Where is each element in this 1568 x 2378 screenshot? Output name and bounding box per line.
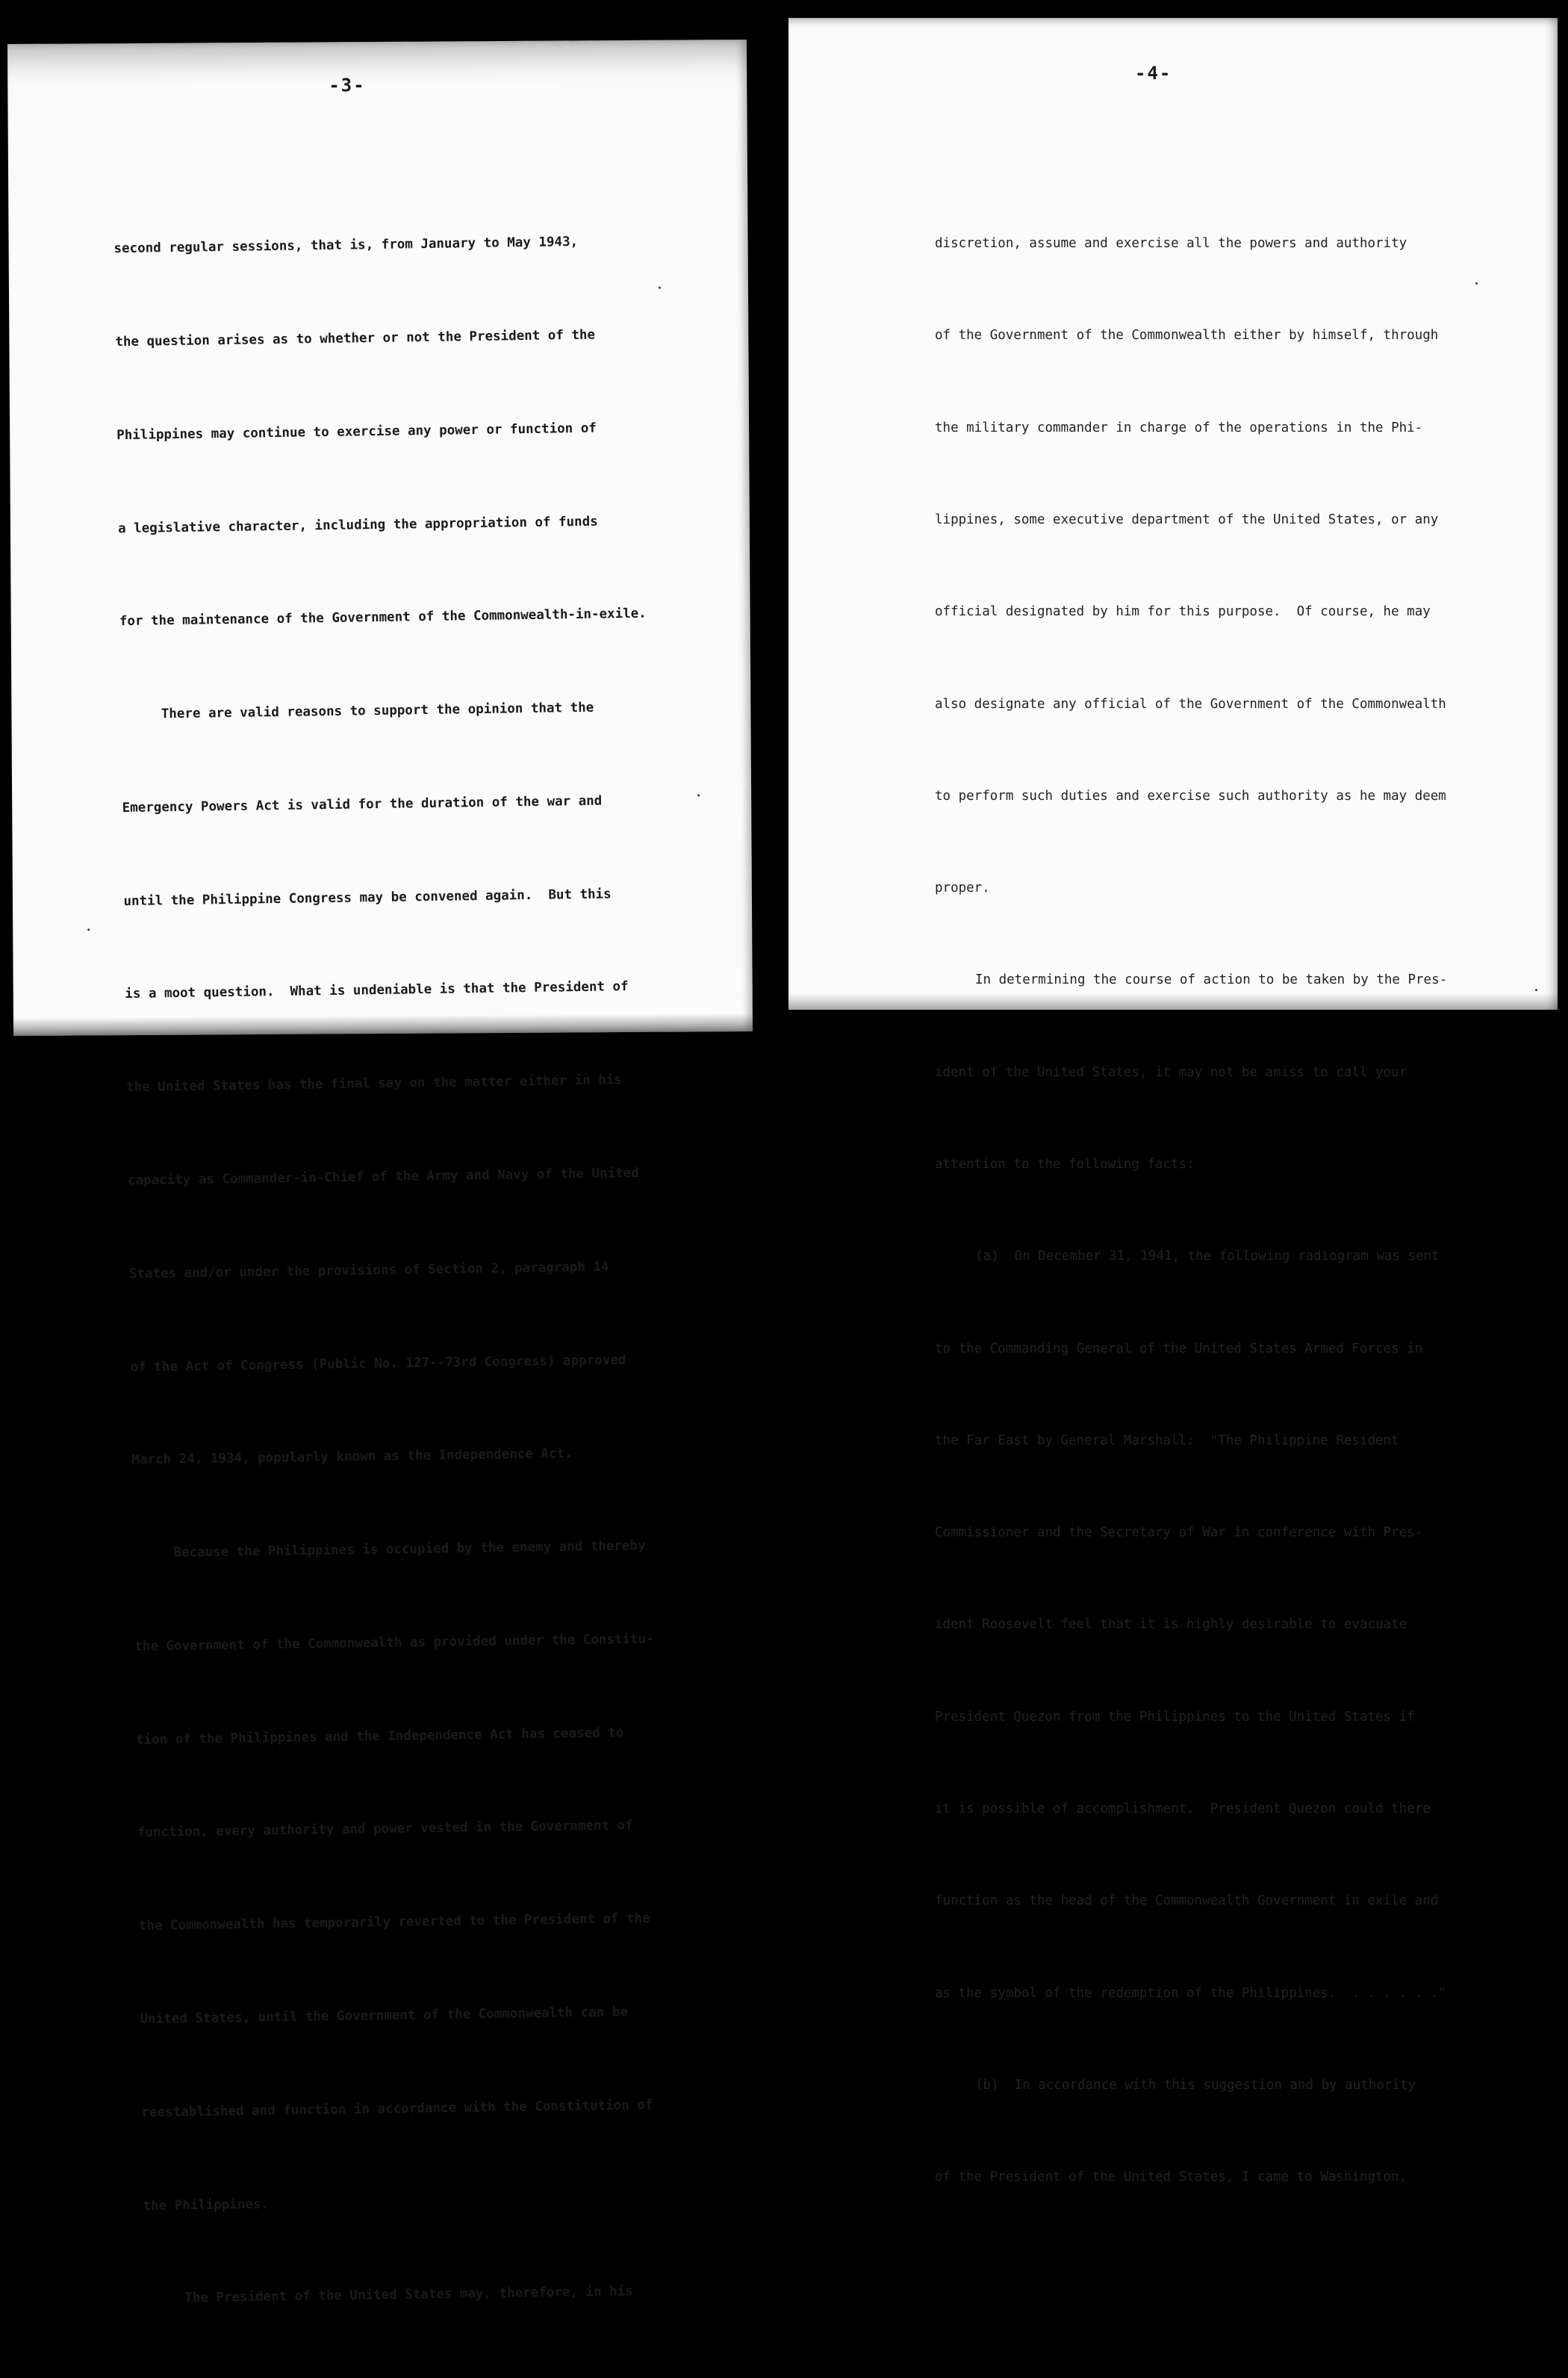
text-line: until the Philippine Congress may be convened again. But this xyxy=(123,887,612,909)
text-line: the Far East by General Marshall: "The Philippine Resident xyxy=(935,1432,1399,1448)
text-line: the question arises as to whether or not the President of the xyxy=(115,327,596,350)
text-line: Emergency Powers Act is valid for the duration of the war and xyxy=(122,793,603,816)
text-line: President Quezon from the Philippines to the United States if xyxy=(935,1709,1415,1724)
scan-speck xyxy=(697,794,700,796)
scan-speck xyxy=(1535,989,1537,991)
text-line: to the Commanding General of the United States Armed Forces in xyxy=(935,1341,1423,1356)
scan-speck xyxy=(659,287,661,289)
text-line: to perform such duties and exercise such authority as he may deem xyxy=(935,788,1446,804)
text-line: Because the Philippines is occupied by the enemy and thereby xyxy=(173,1538,646,1561)
text-line: lippines, some executive department of the United States, or any xyxy=(935,512,1439,528)
page-number: -4- xyxy=(1135,63,1172,84)
text-line: the Government of the Commonwealth as provided under the Constitu- xyxy=(134,1631,654,1654)
text-line: Commissioner and the Secretary of War in conference with Pres- xyxy=(935,1525,1423,1541)
text-line: of the Act of Congress (Public No. 127--73rd Congress) approved xyxy=(130,1352,626,1375)
text-line: the military commander in charge of the operations in the Phi- xyxy=(935,420,1423,435)
text-line: tion of the Philippines and the Independence Act has ceased to xyxy=(136,1724,624,1748)
scan-speck xyxy=(1475,282,1478,285)
text-line: as the symbol of the redemption of the Philippines. . . . . . ." xyxy=(935,1985,1446,2001)
text-line: reestablished and function in accordance with the Constitution of xyxy=(141,2097,653,2120)
text-line: second regular sessions, that is, from January to May 1943, xyxy=(113,235,579,257)
text-line: also designate any official of the Government of the Commonwealth xyxy=(935,696,1446,712)
document-page-4 xyxy=(788,18,1558,2185)
text-line: March 24, 1934, popularly known as the Independence Act. xyxy=(131,1446,573,1468)
text-line: (b) In accordance with this suggestion and by authority xyxy=(975,2077,1416,2093)
text-line: ident of the United States, it may not be amiss to call your xyxy=(935,1064,1407,1080)
text-line: capacity as Commander-in-Chief of the Army and Navy of the United xyxy=(127,1165,639,1189)
scan-speck xyxy=(87,928,90,931)
text-line: Philippines may continue to exercise any power or function of xyxy=(116,420,597,443)
text-line: In determining the course of action to be taken by the Pres- xyxy=(975,972,1448,988)
text-line: the Philippines. xyxy=(143,2196,270,2214)
text-line: a legislative character, including the appropriation of funds xyxy=(117,514,598,536)
text-line: of the Government of the Commonwealth either by himself, through xyxy=(935,328,1439,344)
text-line: attention to the following facts: xyxy=(935,1157,1195,1172)
text-line: official designated by him for this purpose. Of course, he may xyxy=(935,604,1431,620)
text-line: for the maintenance of the Government of the Commonwealth-in-exile. xyxy=(119,606,647,630)
text-line: States and/or under the provisions of Section 2, paragraph 14 xyxy=(128,1259,609,1282)
text-line: of the President of the United States, I came to Washington, xyxy=(935,2170,1407,2185)
text-line: proper. xyxy=(935,881,990,896)
page-body xyxy=(935,167,1447,2254)
text-line: function, every authority and power vested in the Government of xyxy=(137,1818,633,1841)
text-line: The President of the United States may, therefore, in his xyxy=(184,2284,633,2306)
text-line: is a moot question. What is undeniable is that the President of xyxy=(125,979,629,1002)
text-line: function as the head of the Commonwealth Government in exile and xyxy=(935,1893,1439,1909)
text-line: it is possible of accomplishment. President Quezon could there xyxy=(935,1801,1431,1816)
page-body xyxy=(113,164,673,2377)
text-line: discretion, assume and exercise all the powers and authority xyxy=(935,236,1407,252)
text-line: There are valid reasons to support the opinion that the xyxy=(161,700,594,722)
text-line: ident Roosevelt feel that it is highly desirable to evacuate xyxy=(935,1617,1407,1633)
page-number: -3- xyxy=(329,75,366,96)
text-line: the United States has the final say on the matter either in his xyxy=(126,1072,623,1096)
text-line: (a) On December 31, 1941, the following radiogram was sent xyxy=(975,1249,1440,1264)
text-line: the Commonwealth has temporarily reverted to the President of the xyxy=(138,1911,650,1934)
text-line: United States, until the Government of the Commonwealth can be xyxy=(140,2005,629,2027)
document-page-3 xyxy=(7,40,753,2306)
